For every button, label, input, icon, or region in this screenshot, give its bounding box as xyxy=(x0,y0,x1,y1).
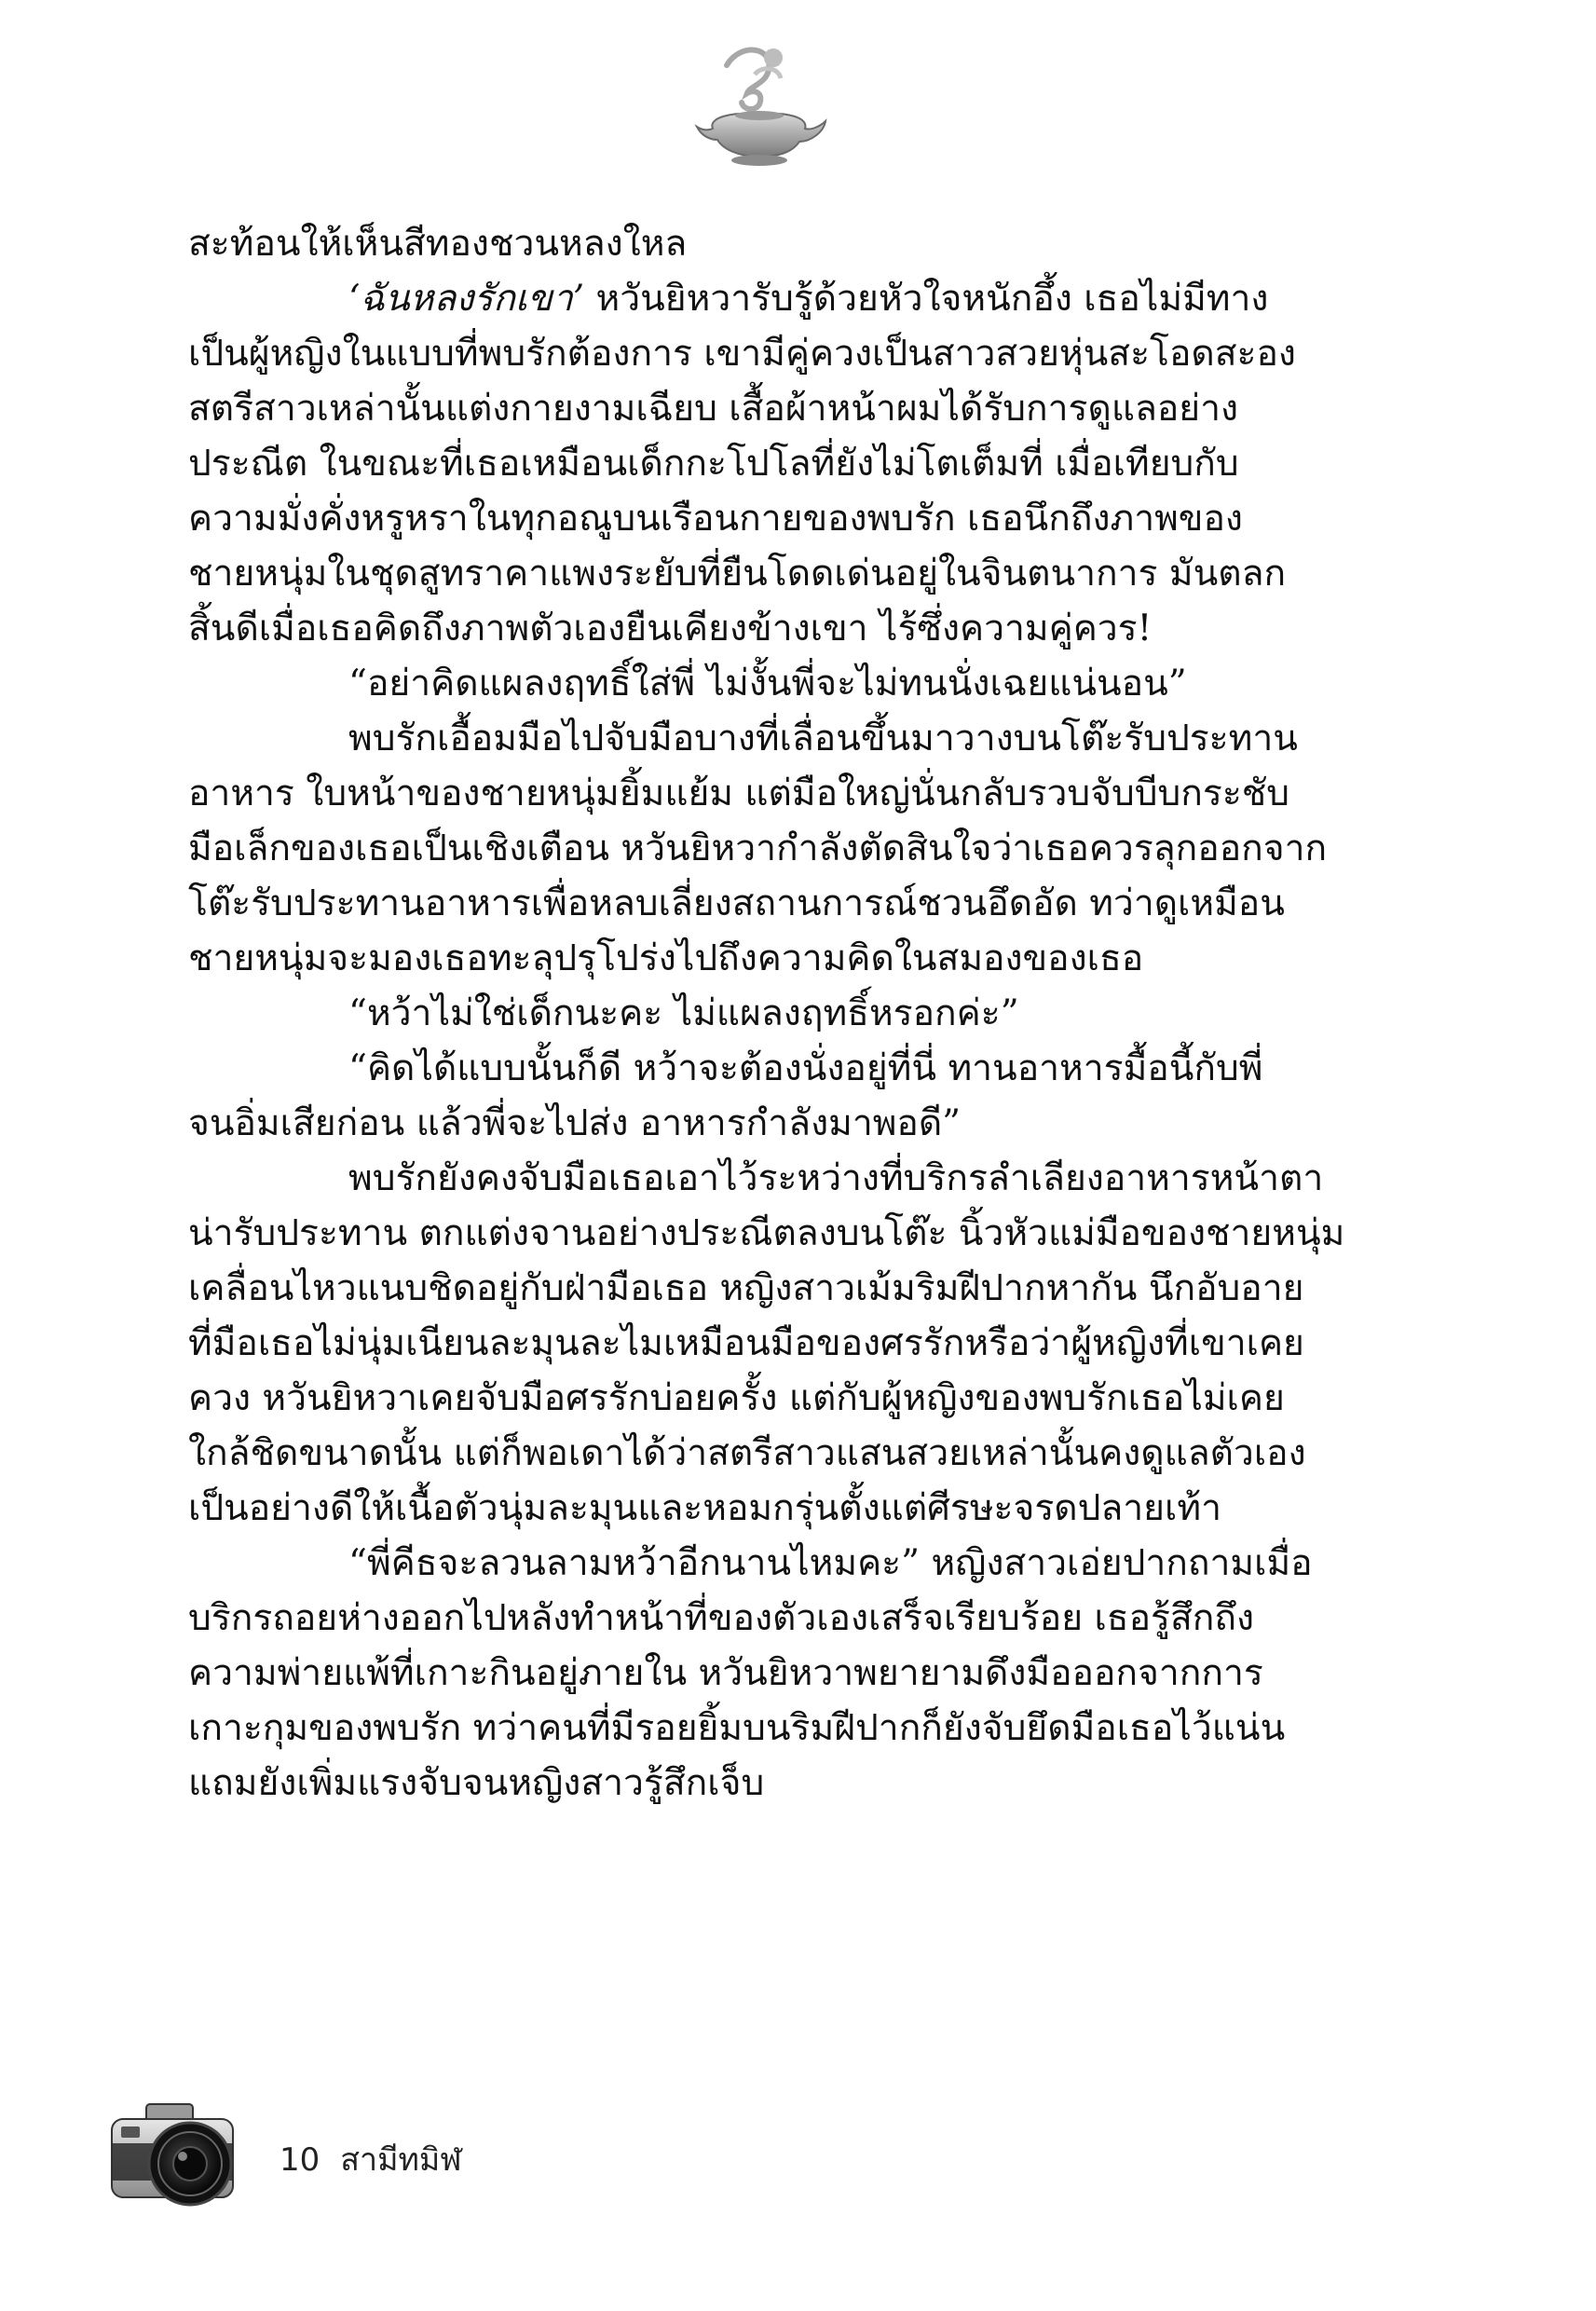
text-line: มือเล็กของเธอเป็นเชิงเตือน หวันยิหวากำลังตัดสินใจว่าเธอควรลุกออกจาก xyxy=(188,827,1328,869)
text-line: จนอิ่มเสียก่อน แล้วพี่จะไปส่ง อาหารกำลังมาพอดี” xyxy=(188,1102,962,1144)
text-line: สะท้อนให้เห็นสีทองชวนหลงใหล xyxy=(188,223,688,265)
body-text xyxy=(188,216,1345,1811)
text-line: สตรีสาวเหล่านั้นแต่งกายงามเฉียบ เสื้อผ้าหน้าผมได้รับการดูแลอย่าง xyxy=(188,388,1239,430)
page-number: 10 xyxy=(280,2141,321,2179)
text-line: เป็นอย่างดีให้เนื้อตัวนุ่มละมุนและหอมกรุ่นตั้งแต่ศีรษะจรดปลายเท้า xyxy=(188,1487,1221,1529)
text-line: ความพ่ายแพ้ที่เกาะกินอยู่ภายใน หวันยิหวาพยายามดึงมือออกจากการ xyxy=(188,1652,1263,1694)
text-line: “อย่าคิดแผลงฤทธิ์ใส่พี่ ไม่งั้นพี่จะไม่ทนนั่งเฉยแน่นอน” xyxy=(348,663,1187,704)
camera-icon xyxy=(104,2095,253,2216)
book-title: สามีทมิฬ xyxy=(340,2141,462,2179)
text-line: ที่มือเธอไม่นุ่มเนียนละมุนละไมเหมือนมือของศรรักหรือว่าผู้หญิงที่เขาเคย xyxy=(188,1322,1304,1364)
text-line: ความมั่งคั่งหรูหราในทุกอณูบนเรือนกายของพบรัก เธอนึกถึงภาพของ xyxy=(188,498,1243,540)
text-line: แถมยังเพิ่มแรงจับจนหญิงสาวรู้สึกเจ็บ xyxy=(188,1762,765,1804)
text-line xyxy=(188,271,1334,326)
text-line: เคลื่อนไหวแนบชิดอยู่กับฝ่ามือเธอ หญิงสาวเม้มริมฝีปากหากัน นึกอับอาย xyxy=(188,1267,1304,1309)
text-line: สิ้นดีเมื่อเธอคิดถึงภาพตัวเองยืนเคียงข้างเขา ไร้ซึ่งความคู่ควร! xyxy=(188,608,1153,650)
text-line: ควง หวันยิหวาเคยจับมือศรรักบ่อยครั้ง แต่กับผู้หญิงของพบรักเธอไม่เคย xyxy=(188,1377,1285,1419)
text-line: น่ารับประทาน ตกแต่งจานอย่างประณีตลงบนโต๊ะ นิ้วหัวแม่มือของชายหนุ่ม xyxy=(188,1212,1345,1254)
text-line: ชายหนุ่มจะมองเธอทะลุปรุโปร่งไปถึงความคิดในสมองของเธอ xyxy=(188,937,1144,979)
text-line: บริกรถอยห่างออกไปหลังทำหน้าที่ของตัวเองเสร็จเรียบร้อย เธอรู้สึกถึง xyxy=(188,1597,1255,1639)
genie-lamp-icon xyxy=(689,37,829,177)
text-line: “คิดได้แบบนั้นก็ดี หว้าจะต้องนั่งอยู่ที่นี่ ทานอาหารมื้อนี้กับพี่ xyxy=(348,1047,1263,1089)
page-footer xyxy=(280,2134,462,2184)
italic-thought: ‘ฉันหลงรักเขา’ xyxy=(348,278,585,320)
text-line: ชายหนุ่มในชุดสูทราคาแพงระยับที่ยืนโดดเด่นอยู่ในจินตนาการ มันตลก xyxy=(188,553,1287,595)
text-line: “หว้าไม่ใช่เด็กนะคะ ไม่แผลงฤทธิ์หรอกค่ะ” xyxy=(348,992,1019,1034)
text-line: “พี่คีธจะลวนลามหว้าอีกนานไหมคะ” หญิงสาวเอ่ยปากถามเมื่อ xyxy=(348,1542,1313,1584)
text-line: พบรักเอื้อมมือไปจับมือบางที่เลื่อนขึ้นมาวางบนโต๊ะรับประทาน xyxy=(348,718,1298,759)
text-line: พบรักยังคงจับมือเธอเอาไว้ระหว่างที่บริกรลำเลียงอาหารหน้าตา xyxy=(348,1157,1324,1199)
text-line: โต๊ะรับประทานอาหารเพื่อหลบเลี่ยงสถานการณ์ชวนอึดอัด ทว่าดูเหมือน xyxy=(188,882,1285,924)
text-line: ใกล้ชิดขนาดนั้น แต่ก็พอเดาได้ว่าสตรีสาวแสนสวยเหล่านั้นคงดูแลตัวเอง xyxy=(188,1432,1306,1474)
text-line: เป็นผู้หญิงในแบบที่พบรักต้องการ เขามีคู่ควงเป็นสาวสวยหุ่นสะโอดสะอง xyxy=(188,333,1296,375)
text-run: หวันยิหวารับรู้ด้วยหัวใจหนักอึ้ง เธอไม่มีทาง xyxy=(584,278,1269,320)
text-line: ประณีต ในขณะที่เธอเหมือนเด็กกะโปโลที่ยังไม่โตเต็มที่ เมื่อเทียบกับ xyxy=(188,443,1239,485)
text-line: อาหาร ใบหน้าของชายหนุ่มยิ้มแย้ม แต่มือใหญ่นั่นกลับรวบจับบีบกระชับ xyxy=(188,773,1290,814)
text-line: เกาะกุมของพบรัก ทว่าคนที่มีรอยยิ้มบนริมฝีปากก็ยังจับยึดมือเธอไว้แน่น xyxy=(188,1707,1286,1749)
